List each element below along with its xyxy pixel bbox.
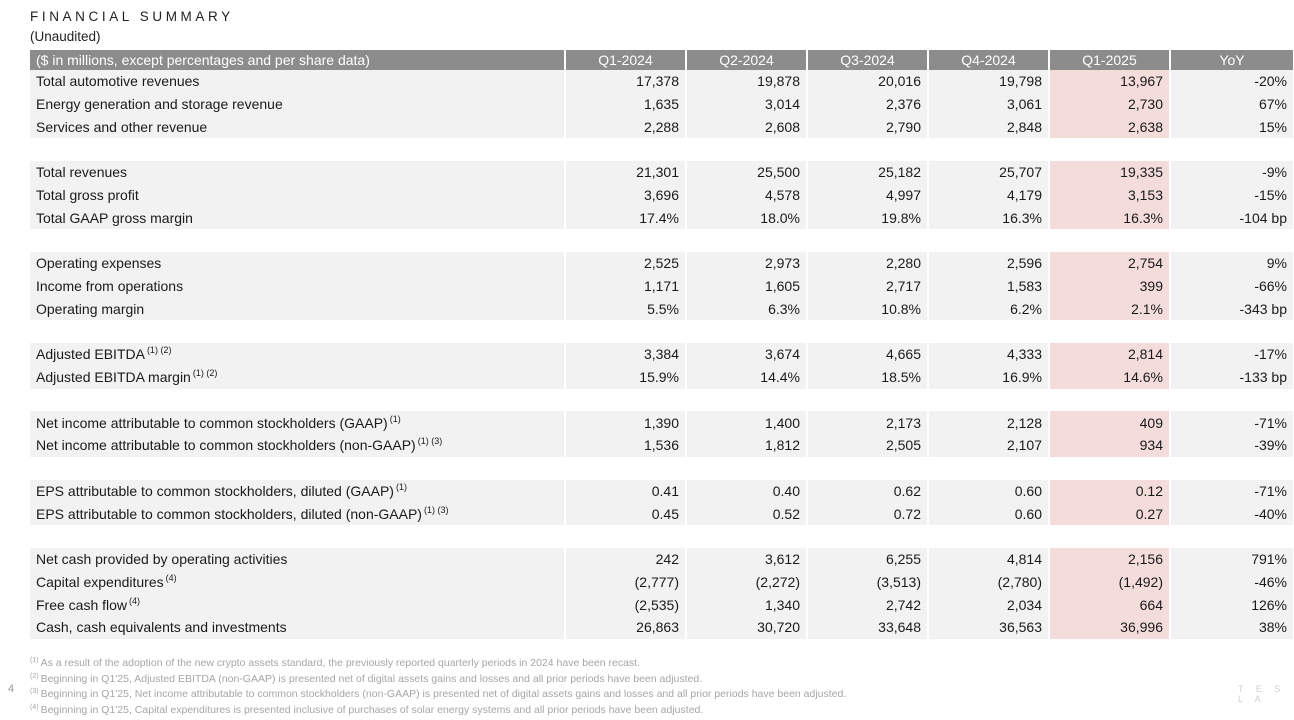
value-cell: 2,156 bbox=[1049, 548, 1170, 571]
column-header-label: ($ in millions, except percentages and per share data) bbox=[30, 50, 565, 70]
value-cell: 6,255 bbox=[807, 548, 928, 571]
value-cell: 2,608 bbox=[686, 116, 807, 139]
row-label-text: Operating margin bbox=[36, 300, 145, 317]
footnote bbox=[30, 656, 846, 672]
group-spacer bbox=[30, 525, 1293, 548]
row-label bbox=[30, 571, 565, 594]
page-title: FINANCIAL SUMMARY bbox=[30, 9, 234, 24]
row-label bbox=[30, 252, 565, 275]
value-cell: 1,390 bbox=[565, 411, 686, 434]
value-cell: 20,016 bbox=[807, 70, 928, 93]
value-cell: 409 bbox=[1049, 411, 1170, 434]
value-cell: 2,638 bbox=[1049, 116, 1170, 139]
value-cell: 399 bbox=[1049, 275, 1170, 298]
yoy-cell: 126% bbox=[1170, 593, 1293, 616]
footnote-text: As a result of the adoption of the new crypto assets standard, the previously reported quarterly periods in 2024 have been recast. bbox=[40, 657, 641, 669]
table-header-row bbox=[30, 50, 1293, 70]
table-row bbox=[30, 207, 1293, 230]
value-cell: 0.41 bbox=[565, 480, 686, 503]
yoy-cell: -46% bbox=[1170, 571, 1293, 594]
yoy-cell: 791% bbox=[1170, 548, 1293, 571]
value-cell: 25,182 bbox=[807, 161, 928, 184]
value-cell: 1,400 bbox=[686, 411, 807, 434]
row-label-text: Operating expenses bbox=[36, 255, 162, 272]
footnote-text: Beginning in Q1'25, Adjusted EBITDA (non-GAAP) is presented net of digital assets gains and losses and all prior periods have been adjusted. bbox=[40, 672, 703, 685]
row-label-text: Cash, cash equivalents and investments bbox=[36, 619, 287, 636]
value-cell: (2,272) bbox=[686, 571, 807, 594]
group-spacer bbox=[30, 320, 1293, 343]
table-row bbox=[30, 434, 1293, 457]
value-cell: 4,814 bbox=[928, 548, 1049, 571]
table-row bbox=[30, 161, 1293, 184]
value-cell: 14.6% bbox=[1049, 366, 1170, 389]
value-cell: 3,384 bbox=[565, 343, 686, 366]
table-row bbox=[30, 252, 1293, 275]
value-cell: 2,717 bbox=[807, 275, 928, 298]
yoy-cell: -71% bbox=[1170, 411, 1293, 434]
table-row bbox=[30, 502, 1293, 525]
yoy-cell: -39% bbox=[1170, 434, 1293, 457]
value-cell: 2,376 bbox=[807, 93, 928, 116]
footnote-mark: (2) bbox=[30, 672, 39, 680]
row-label-text: Net income attributable to common stockholders (GAAP) bbox=[36, 414, 388, 431]
row-label-text: Free cash flow bbox=[36, 596, 128, 613]
value-cell: 25,500 bbox=[686, 161, 807, 184]
footnote-reference: (1) (3) bbox=[423, 504, 449, 515]
column-header-q3-2024: Q3-2024 bbox=[807, 50, 928, 70]
row-label bbox=[30, 207, 565, 230]
yoy-cell: -15% bbox=[1170, 184, 1293, 207]
row-label-text: Total revenues bbox=[36, 164, 128, 181]
footnote-reference: (1) bbox=[395, 481, 407, 492]
footnote-reference: (1) (2) bbox=[192, 368, 218, 379]
value-cell: 2,173 bbox=[807, 411, 928, 434]
table-row bbox=[30, 184, 1293, 207]
table-row bbox=[30, 70, 1293, 93]
value-cell: 18.5% bbox=[807, 366, 928, 389]
value-cell: 2,596 bbox=[928, 252, 1049, 275]
value-cell: (1,492) bbox=[1049, 571, 1170, 594]
value-cell: 3,014 bbox=[686, 93, 807, 116]
value-cell: 0.62 bbox=[807, 480, 928, 503]
value-cell: 19,798 bbox=[928, 70, 1049, 93]
table-row bbox=[30, 480, 1293, 503]
row-label bbox=[30, 502, 565, 525]
value-cell: 10.8% bbox=[807, 298, 928, 321]
footnote-reference: (1) (2) bbox=[146, 345, 172, 356]
value-cell: (2,780) bbox=[928, 571, 1049, 594]
value-cell: 0.12 bbox=[1049, 480, 1170, 503]
page-subtitle: (Unaudited) bbox=[30, 29, 101, 44]
value-cell: 36,996 bbox=[1049, 616, 1170, 639]
value-cell: 33,648 bbox=[807, 616, 928, 639]
row-label-text: Net income attributable to common stockholders (non-GAAP) bbox=[36, 437, 416, 454]
value-cell: 36,563 bbox=[928, 616, 1049, 639]
value-cell: 0.72 bbox=[807, 502, 928, 525]
value-cell: 2,742 bbox=[807, 593, 928, 616]
table-row bbox=[30, 593, 1293, 616]
row-label-text: Adjusted EBITDA margin bbox=[36, 369, 191, 386]
group-spacer bbox=[30, 138, 1293, 161]
row-label-text: Total GAAP gross margin bbox=[36, 209, 193, 226]
row-label-text: EPS attributable to common stockholders, diluted (GAAP) bbox=[36, 482, 394, 499]
yoy-cell: -104 bp bbox=[1170, 207, 1293, 230]
page-number: 4 bbox=[8, 683, 15, 695]
value-cell: 1,605 bbox=[686, 275, 807, 298]
row-label-text: Total gross profit bbox=[36, 187, 139, 204]
value-cell: 16.3% bbox=[928, 207, 1049, 230]
value-cell: 4,578 bbox=[686, 184, 807, 207]
value-cell: 2,730 bbox=[1049, 93, 1170, 116]
value-cell: 16.9% bbox=[928, 366, 1049, 389]
value-cell: 19,335 bbox=[1049, 161, 1170, 184]
yoy-cell: 9% bbox=[1170, 252, 1293, 275]
value-cell: 25,707 bbox=[928, 161, 1049, 184]
value-cell: 2,034 bbox=[928, 593, 1049, 616]
table-row bbox=[30, 366, 1293, 389]
row-label-text: Income from operations bbox=[36, 278, 184, 295]
group-spacer bbox=[30, 457, 1293, 480]
value-cell: 0.60 bbox=[928, 502, 1049, 525]
row-label-text: EPS attributable to common stockholders, diluted (non-GAAP) bbox=[36, 505, 422, 522]
footnote bbox=[30, 672, 846, 688]
row-label bbox=[30, 298, 565, 321]
value-cell: 6.3% bbox=[686, 298, 807, 321]
value-cell: 0.40 bbox=[686, 480, 807, 503]
yoy-cell: 15% bbox=[1170, 116, 1293, 139]
yoy-cell: -40% bbox=[1170, 502, 1293, 525]
value-cell: (3,513) bbox=[807, 571, 928, 594]
value-cell: 15.9% bbox=[565, 366, 686, 389]
footnote-reference: (1) bbox=[389, 413, 401, 424]
yoy-cell: -133 bp bbox=[1170, 366, 1293, 389]
yoy-cell: -343 bp bbox=[1170, 298, 1293, 321]
group-spacer bbox=[30, 389, 1293, 412]
table-row bbox=[30, 616, 1293, 639]
value-cell: 2,288 bbox=[565, 116, 686, 139]
footnote-text: Beginning in Q1'25, Capital expenditures is presented inclusive of purchases of solar energy systems and all prior periods have been adjusted. bbox=[40, 703, 704, 716]
value-cell: 1,340 bbox=[686, 593, 807, 616]
yoy-cell: -66% bbox=[1170, 275, 1293, 298]
value-cell: 0.45 bbox=[565, 502, 686, 525]
table-row bbox=[30, 275, 1293, 298]
row-label bbox=[30, 275, 565, 298]
row-label-text: Adjusted EBITDA bbox=[36, 346, 145, 363]
row-label bbox=[30, 593, 565, 616]
value-cell: 664 bbox=[1049, 593, 1170, 616]
value-cell: 5.5% bbox=[565, 298, 686, 321]
row-label bbox=[30, 411, 565, 434]
value-cell: 2,754 bbox=[1049, 252, 1170, 275]
value-cell: 0.60 bbox=[928, 480, 1049, 503]
table-body bbox=[30, 70, 1293, 639]
row-label-text: Energy generation and storage revenue bbox=[36, 96, 283, 113]
value-cell: 1,812 bbox=[686, 434, 807, 457]
footnote bbox=[30, 687, 846, 703]
row-label bbox=[30, 434, 565, 457]
column-header-yoy: YoY bbox=[1170, 50, 1293, 70]
value-cell: 3,153 bbox=[1049, 184, 1170, 207]
value-cell: 3,061 bbox=[928, 93, 1049, 116]
row-label bbox=[30, 161, 565, 184]
footnotes bbox=[30, 656, 846, 718]
value-cell: 0.27 bbox=[1049, 502, 1170, 525]
value-cell: 18.0% bbox=[686, 207, 807, 230]
footnote-reference: (4) bbox=[165, 572, 177, 583]
table-row bbox=[30, 411, 1293, 434]
yoy-cell: -9% bbox=[1170, 161, 1293, 184]
footnote-reference: (4) bbox=[129, 595, 141, 606]
value-cell: 1,536 bbox=[565, 434, 686, 457]
row-label bbox=[30, 616, 565, 639]
value-cell: 934 bbox=[1049, 434, 1170, 457]
footnote-reference: (1) (3) bbox=[417, 436, 443, 447]
row-label bbox=[30, 184, 565, 207]
value-cell: 1,635 bbox=[565, 93, 686, 116]
footnote bbox=[30, 703, 846, 719]
value-cell: 4,997 bbox=[807, 184, 928, 207]
value-cell: 2,790 bbox=[807, 116, 928, 139]
value-cell: 14.4% bbox=[686, 366, 807, 389]
row-label-text: Net cash provided by operating activities bbox=[36, 551, 288, 568]
value-cell: 2,814 bbox=[1049, 343, 1170, 366]
row-label bbox=[30, 343, 565, 366]
value-cell: 4,333 bbox=[928, 343, 1049, 366]
value-cell: 1,583 bbox=[928, 275, 1049, 298]
row-label-text: Services and other revenue bbox=[36, 118, 208, 135]
row-label bbox=[30, 548, 565, 571]
value-cell: 1,171 bbox=[565, 275, 686, 298]
column-header-q1-2025: Q1-2025 bbox=[1049, 50, 1170, 70]
table-row bbox=[30, 343, 1293, 366]
yoy-cell: -20% bbox=[1170, 70, 1293, 93]
table-row bbox=[30, 298, 1293, 321]
value-cell: 26,863 bbox=[565, 616, 686, 639]
value-cell: 3,674 bbox=[686, 343, 807, 366]
value-cell: 2,107 bbox=[928, 434, 1049, 457]
value-cell: 17.4% bbox=[565, 207, 686, 230]
row-label bbox=[30, 480, 565, 503]
value-cell: 13,967 bbox=[1049, 70, 1170, 93]
value-cell: 19.8% bbox=[807, 207, 928, 230]
value-cell: 3,612 bbox=[686, 548, 807, 571]
table-row bbox=[30, 571, 1293, 594]
row-label-text: Capital expenditures bbox=[36, 573, 164, 590]
value-cell: 2,280 bbox=[807, 252, 928, 275]
footnote-mark: (4) bbox=[30, 703, 39, 711]
value-cell: 4,665 bbox=[807, 343, 928, 366]
value-cell: 2,128 bbox=[928, 411, 1049, 434]
yoy-cell: -17% bbox=[1170, 343, 1293, 366]
row-label bbox=[30, 116, 565, 139]
value-cell: 21,301 bbox=[565, 161, 686, 184]
table-row bbox=[30, 548, 1293, 571]
yoy-cell: 67% bbox=[1170, 93, 1293, 116]
value-cell: 2,525 bbox=[565, 252, 686, 275]
value-cell: 17,378 bbox=[565, 70, 686, 93]
footnote-mark: (1) bbox=[30, 657, 39, 664]
value-cell: 6.2% bbox=[928, 298, 1049, 321]
value-cell: 2.1% bbox=[1049, 298, 1170, 321]
value-cell: (2,535) bbox=[565, 593, 686, 616]
row-label bbox=[30, 93, 565, 116]
value-cell: 242 bbox=[565, 548, 686, 571]
row-label-text: Total automotive revenues bbox=[36, 73, 200, 90]
value-cell: 0.52 bbox=[686, 502, 807, 525]
value-cell: (2,777) bbox=[565, 571, 686, 594]
table-row bbox=[30, 116, 1293, 139]
group-spacer bbox=[30, 229, 1293, 252]
value-cell: 3,696 bbox=[565, 184, 686, 207]
value-cell: 16.3% bbox=[1049, 207, 1170, 230]
row-label bbox=[30, 366, 565, 389]
value-cell: 2,505 bbox=[807, 434, 928, 457]
brand-logo: T E S L A bbox=[1238, 684, 1286, 704]
value-cell: 30,720 bbox=[686, 616, 807, 639]
footnote-text: Beginning in Q1'25, Net income attributable to common stockholders (non-GAAP) is presented net of digital assets gains and losses and all prior periods have been adjusted. bbox=[40, 688, 847, 700]
value-cell: 2,848 bbox=[928, 116, 1049, 139]
value-cell: 19,878 bbox=[686, 70, 807, 93]
table-row bbox=[30, 93, 1293, 116]
value-cell: 4,179 bbox=[928, 184, 1049, 207]
column-header-q2-2024: Q2-2024 bbox=[686, 50, 807, 70]
financial-summary-table bbox=[30, 50, 1293, 639]
column-header-q1-2024: Q1-2024 bbox=[565, 50, 686, 70]
footnote-mark: (3) bbox=[30, 688, 39, 695]
column-header-q4-2024: Q4-2024 bbox=[928, 50, 1049, 70]
yoy-cell: 38% bbox=[1170, 616, 1293, 639]
row-label bbox=[30, 70, 565, 93]
yoy-cell: -71% bbox=[1170, 480, 1293, 503]
value-cell: 2,973 bbox=[686, 252, 807, 275]
